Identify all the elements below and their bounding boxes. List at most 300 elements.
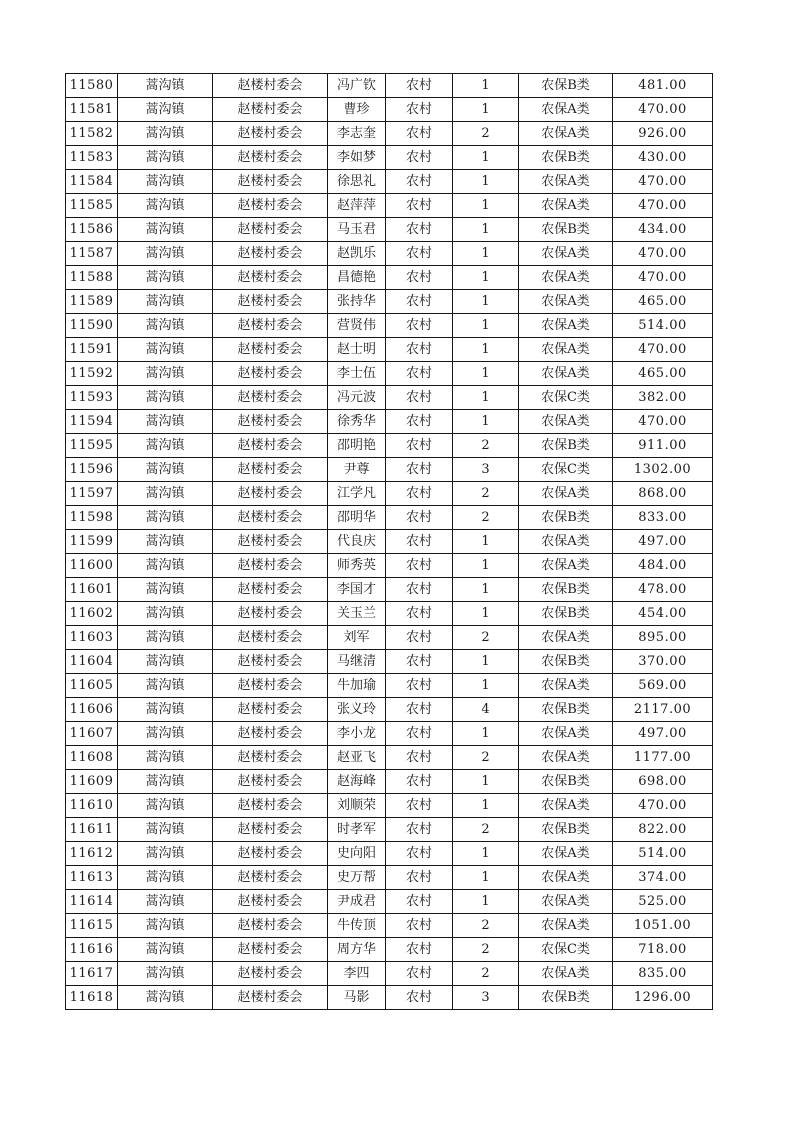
cell-amount: 1177.00 bbox=[613, 746, 713, 770]
cell-insurance-category: 农保A类 bbox=[519, 866, 613, 890]
cell-village-committee: 赵楼村委会 bbox=[213, 98, 328, 122]
cell-insurance-category: 农保A类 bbox=[519, 242, 613, 266]
cell-household-type: 农村 bbox=[386, 674, 453, 698]
cell-person-name: 牛加瑜 bbox=[328, 674, 386, 698]
cell-household-type: 农村 bbox=[386, 554, 453, 578]
cell-town: 蒿沟镇 bbox=[118, 626, 213, 650]
cell-household-type: 农村 bbox=[386, 386, 453, 410]
cell-village-committee: 赵楼村委会 bbox=[213, 602, 328, 626]
table-row bbox=[66, 98, 713, 122]
table-row bbox=[66, 290, 713, 314]
cell-amount: 382.00 bbox=[613, 386, 713, 410]
cell-household-type: 农村 bbox=[386, 818, 453, 842]
cell-insurance-category: 农保B类 bbox=[519, 818, 613, 842]
cell-serial-number: 11598 bbox=[66, 506, 118, 530]
cell-household-type: 农村 bbox=[386, 266, 453, 290]
cell-serial-number: 11617 bbox=[66, 962, 118, 986]
cell-insurance-category: 农保A类 bbox=[519, 962, 613, 986]
cell-town: 蒿沟镇 bbox=[118, 290, 213, 314]
cell-person-count: 2 bbox=[453, 506, 519, 530]
cell-amount: 470.00 bbox=[613, 242, 713, 266]
cell-person-count: 3 bbox=[453, 458, 519, 482]
cell-village-committee: 赵楼村委会 bbox=[213, 842, 328, 866]
cell-person-name: 师秀英 bbox=[328, 554, 386, 578]
table-row bbox=[66, 962, 713, 986]
cell-village-committee: 赵楼村委会 bbox=[213, 890, 328, 914]
cell-amount: 895.00 bbox=[613, 626, 713, 650]
cell-insurance-category: 农保A类 bbox=[519, 482, 613, 506]
cell-amount: 497.00 bbox=[613, 530, 713, 554]
cell-person-count: 1 bbox=[453, 290, 519, 314]
cell-insurance-category: 农保A类 bbox=[519, 362, 613, 386]
cell-household-type: 农村 bbox=[386, 290, 453, 314]
cell-serial-number: 11612 bbox=[66, 842, 118, 866]
cell-household-type: 农村 bbox=[386, 842, 453, 866]
table-row bbox=[66, 410, 713, 434]
payment-roster-table bbox=[65, 73, 713, 1010]
cell-amount: 514.00 bbox=[613, 842, 713, 866]
cell-serial-number: 11591 bbox=[66, 338, 118, 362]
cell-town: 蒿沟镇 bbox=[118, 170, 213, 194]
table-row bbox=[66, 122, 713, 146]
table-row bbox=[66, 362, 713, 386]
cell-insurance-category: 农保B类 bbox=[519, 434, 613, 458]
cell-person-count: 1 bbox=[453, 74, 519, 98]
cell-amount: 470.00 bbox=[613, 194, 713, 218]
cell-person-count: 1 bbox=[453, 554, 519, 578]
cell-insurance-category: 农保A类 bbox=[519, 314, 613, 338]
cell-household-type: 农村 bbox=[386, 434, 453, 458]
cell-insurance-category: 农保B类 bbox=[519, 650, 613, 674]
cell-village-committee: 赵楼村委会 bbox=[213, 674, 328, 698]
cell-person-name: 史向阳 bbox=[328, 842, 386, 866]
cell-town: 蒿沟镇 bbox=[118, 842, 213, 866]
table-row bbox=[66, 866, 713, 890]
cell-person-count: 1 bbox=[453, 722, 519, 746]
cell-insurance-category: 农保A类 bbox=[519, 914, 613, 938]
cell-serial-number: 11583 bbox=[66, 146, 118, 170]
cell-town: 蒿沟镇 bbox=[118, 410, 213, 434]
cell-person-name: 江学凡 bbox=[328, 482, 386, 506]
cell-household-type: 农村 bbox=[386, 170, 453, 194]
cell-amount: 698.00 bbox=[613, 770, 713, 794]
cell-amount: 481.00 bbox=[613, 74, 713, 98]
cell-insurance-category: 农保B类 bbox=[519, 770, 613, 794]
cell-village-committee: 赵楼村委会 bbox=[213, 554, 328, 578]
cell-town: 蒿沟镇 bbox=[118, 674, 213, 698]
cell-person-count: 2 bbox=[453, 122, 519, 146]
cell-serial-number: 11595 bbox=[66, 434, 118, 458]
cell-household-type: 农村 bbox=[386, 650, 453, 674]
cell-person-name: 冯广钦 bbox=[328, 74, 386, 98]
table-row bbox=[66, 890, 713, 914]
cell-household-type: 农村 bbox=[386, 602, 453, 626]
cell-village-committee: 赵楼村委会 bbox=[213, 794, 328, 818]
cell-household-type: 农村 bbox=[386, 242, 453, 266]
cell-person-count: 1 bbox=[453, 170, 519, 194]
cell-village-committee: 赵楼村委会 bbox=[213, 530, 328, 554]
cell-serial-number: 11597 bbox=[66, 482, 118, 506]
cell-amount: 1051.00 bbox=[613, 914, 713, 938]
cell-household-type: 农村 bbox=[386, 746, 453, 770]
table-row bbox=[66, 746, 713, 770]
cell-person-name: 刘军 bbox=[328, 626, 386, 650]
cell-serial-number: 11594 bbox=[66, 410, 118, 434]
cell-town: 蒿沟镇 bbox=[118, 818, 213, 842]
cell-household-type: 农村 bbox=[386, 626, 453, 650]
cell-person-name: 李如梦 bbox=[328, 146, 386, 170]
cell-serial-number: 11600 bbox=[66, 554, 118, 578]
cell-town: 蒿沟镇 bbox=[118, 962, 213, 986]
table-row bbox=[66, 266, 713, 290]
cell-person-count: 1 bbox=[453, 146, 519, 170]
cell-insurance-category: 农保C类 bbox=[519, 458, 613, 482]
table-row bbox=[66, 74, 713, 98]
cell-town: 蒿沟镇 bbox=[118, 242, 213, 266]
cell-insurance-category: 农保A类 bbox=[519, 98, 613, 122]
cell-serial-number: 11614 bbox=[66, 890, 118, 914]
table-row bbox=[66, 674, 713, 698]
table-row bbox=[66, 722, 713, 746]
table-row bbox=[66, 770, 713, 794]
cell-person-name: 刘顺荣 bbox=[328, 794, 386, 818]
cell-person-name: 关玉兰 bbox=[328, 602, 386, 626]
cell-village-committee: 赵楼村委会 bbox=[213, 866, 328, 890]
cell-person-name: 邵明艳 bbox=[328, 434, 386, 458]
cell-person-count: 1 bbox=[453, 650, 519, 674]
cell-town: 蒿沟镇 bbox=[118, 698, 213, 722]
cell-household-type: 农村 bbox=[386, 362, 453, 386]
cell-amount: 470.00 bbox=[613, 794, 713, 818]
cell-person-count: 2 bbox=[453, 962, 519, 986]
cell-person-count: 2 bbox=[453, 818, 519, 842]
cell-amount: 374.00 bbox=[613, 866, 713, 890]
cell-person-count: 2 bbox=[453, 938, 519, 962]
cell-town: 蒿沟镇 bbox=[118, 74, 213, 98]
cell-insurance-category: 农保A类 bbox=[519, 746, 613, 770]
table-row bbox=[66, 818, 713, 842]
cell-insurance-category: 农保B类 bbox=[519, 578, 613, 602]
cell-household-type: 农村 bbox=[386, 986, 453, 1010]
cell-person-count: 1 bbox=[453, 194, 519, 218]
cell-person-count: 2 bbox=[453, 914, 519, 938]
cell-insurance-category: 农保A类 bbox=[519, 122, 613, 146]
cell-village-committee: 赵楼村委会 bbox=[213, 338, 328, 362]
cell-serial-number: 11603 bbox=[66, 626, 118, 650]
cell-village-committee: 赵楼村委会 bbox=[213, 434, 328, 458]
cell-amount: 470.00 bbox=[613, 170, 713, 194]
cell-village-committee: 赵楼村委会 bbox=[213, 770, 328, 794]
cell-serial-number: 11596 bbox=[66, 458, 118, 482]
cell-amount: 484.00 bbox=[613, 554, 713, 578]
cell-person-name: 张义玲 bbox=[328, 698, 386, 722]
cell-village-committee: 赵楼村委会 bbox=[213, 170, 328, 194]
cell-serial-number: 11608 bbox=[66, 746, 118, 770]
cell-household-type: 农村 bbox=[386, 458, 453, 482]
cell-person-name: 马影 bbox=[328, 986, 386, 1010]
cell-town: 蒿沟镇 bbox=[118, 890, 213, 914]
cell-person-name: 马继清 bbox=[328, 650, 386, 674]
cell-person-name: 李国才 bbox=[328, 578, 386, 602]
cell-insurance-category: 农保A类 bbox=[519, 722, 613, 746]
cell-village-committee: 赵楼村委会 bbox=[213, 410, 328, 434]
cell-insurance-category: 农保B类 bbox=[519, 74, 613, 98]
cell-person-name: 李四 bbox=[328, 962, 386, 986]
cell-serial-number: 11586 bbox=[66, 218, 118, 242]
cell-person-name: 时孝军 bbox=[328, 818, 386, 842]
cell-village-committee: 赵楼村委会 bbox=[213, 74, 328, 98]
table-row bbox=[66, 698, 713, 722]
cell-person-count: 1 bbox=[453, 578, 519, 602]
cell-town: 蒿沟镇 bbox=[118, 986, 213, 1010]
cell-person-name: 曹珍 bbox=[328, 98, 386, 122]
cell-serial-number: 11581 bbox=[66, 98, 118, 122]
table-row bbox=[66, 482, 713, 506]
table-row bbox=[66, 146, 713, 170]
cell-town: 蒿沟镇 bbox=[118, 146, 213, 170]
cell-serial-number: 11582 bbox=[66, 122, 118, 146]
cell-insurance-category: 农保A类 bbox=[519, 530, 613, 554]
cell-person-name: 赵亚飞 bbox=[328, 746, 386, 770]
cell-serial-number: 11592 bbox=[66, 362, 118, 386]
cell-town: 蒿沟镇 bbox=[118, 458, 213, 482]
cell-insurance-category: 农保A类 bbox=[519, 338, 613, 362]
cell-amount: 1296.00 bbox=[613, 986, 713, 1010]
cell-household-type: 农村 bbox=[386, 698, 453, 722]
table-row bbox=[66, 458, 713, 482]
cell-household-type: 农村 bbox=[386, 938, 453, 962]
cell-town: 蒿沟镇 bbox=[118, 770, 213, 794]
cell-town: 蒿沟镇 bbox=[118, 746, 213, 770]
cell-person-count: 1 bbox=[453, 98, 519, 122]
cell-insurance-category: 农保B类 bbox=[519, 698, 613, 722]
cell-household-type: 农村 bbox=[386, 578, 453, 602]
cell-insurance-category: 农保A类 bbox=[519, 410, 613, 434]
table-row bbox=[66, 842, 713, 866]
cell-amount: 454.00 bbox=[613, 602, 713, 626]
cell-town: 蒿沟镇 bbox=[118, 722, 213, 746]
cell-serial-number: 11602 bbox=[66, 602, 118, 626]
cell-insurance-category: 农保C类 bbox=[519, 938, 613, 962]
table-row bbox=[66, 386, 713, 410]
cell-village-committee: 赵楼村委会 bbox=[213, 314, 328, 338]
cell-household-type: 农村 bbox=[386, 74, 453, 98]
cell-household-type: 农村 bbox=[386, 794, 453, 818]
cell-person-name: 徐思礼 bbox=[328, 170, 386, 194]
cell-town: 蒿沟镇 bbox=[118, 602, 213, 626]
cell-person-count: 1 bbox=[453, 530, 519, 554]
cell-town: 蒿沟镇 bbox=[118, 506, 213, 530]
cell-serial-number: 11604 bbox=[66, 650, 118, 674]
cell-person-name: 代良庆 bbox=[328, 530, 386, 554]
table-row bbox=[66, 506, 713, 530]
table-row bbox=[66, 434, 713, 458]
cell-insurance-category: 农保B类 bbox=[519, 602, 613, 626]
cell-household-type: 农村 bbox=[386, 530, 453, 554]
cell-household-type: 农村 bbox=[386, 962, 453, 986]
cell-household-type: 农村 bbox=[386, 218, 453, 242]
cell-serial-number: 11610 bbox=[66, 794, 118, 818]
cell-person-name: 昌德艳 bbox=[328, 266, 386, 290]
cell-town: 蒿沟镇 bbox=[118, 578, 213, 602]
cell-village-committee: 赵楼村委会 bbox=[213, 146, 328, 170]
cell-serial-number: 11593 bbox=[66, 386, 118, 410]
cell-village-committee: 赵楼村委会 bbox=[213, 386, 328, 410]
cell-town: 蒿沟镇 bbox=[118, 98, 213, 122]
cell-person-name: 营贤伟 bbox=[328, 314, 386, 338]
cell-town: 蒿沟镇 bbox=[118, 914, 213, 938]
cell-amount: 470.00 bbox=[613, 266, 713, 290]
cell-town: 蒿沟镇 bbox=[118, 482, 213, 506]
cell-amount: 470.00 bbox=[613, 410, 713, 434]
cell-person-name: 马玉君 bbox=[328, 218, 386, 242]
cell-insurance-category: 农保A类 bbox=[519, 626, 613, 650]
cell-serial-number: 11601 bbox=[66, 578, 118, 602]
cell-amount: 569.00 bbox=[613, 674, 713, 698]
cell-amount: 470.00 bbox=[613, 98, 713, 122]
cell-town: 蒿沟镇 bbox=[118, 530, 213, 554]
cell-person-count: 1 bbox=[453, 362, 519, 386]
cell-person-count: 1 bbox=[453, 770, 519, 794]
cell-village-committee: 赵楼村委会 bbox=[213, 482, 328, 506]
cell-person-name: 张持华 bbox=[328, 290, 386, 314]
table-row bbox=[66, 650, 713, 674]
table-row bbox=[66, 554, 713, 578]
cell-amount: 434.00 bbox=[613, 218, 713, 242]
cell-serial-number: 11606 bbox=[66, 698, 118, 722]
table-row bbox=[66, 242, 713, 266]
cell-village-committee: 赵楼村委会 bbox=[213, 242, 328, 266]
cell-person-count: 1 bbox=[453, 674, 519, 698]
table-row bbox=[66, 794, 713, 818]
cell-person-name: 赵士明 bbox=[328, 338, 386, 362]
table-body bbox=[66, 74, 713, 1010]
table-row bbox=[66, 314, 713, 338]
cell-village-committee: 赵楼村委会 bbox=[213, 194, 328, 218]
cell-person-name: 史万帮 bbox=[328, 866, 386, 890]
cell-insurance-category: 农保A类 bbox=[519, 170, 613, 194]
cell-serial-number: 11588 bbox=[66, 266, 118, 290]
cell-village-committee: 赵楼村委会 bbox=[213, 362, 328, 386]
cell-person-name: 李士伍 bbox=[328, 362, 386, 386]
cell-person-name: 李小龙 bbox=[328, 722, 386, 746]
cell-household-type: 农村 bbox=[386, 722, 453, 746]
cell-person-name: 徐秀华 bbox=[328, 410, 386, 434]
cell-insurance-category: 农保A类 bbox=[519, 266, 613, 290]
cell-town: 蒿沟镇 bbox=[118, 794, 213, 818]
cell-person-name: 尹成君 bbox=[328, 890, 386, 914]
cell-village-committee: 赵楼村委会 bbox=[213, 962, 328, 986]
cell-town: 蒿沟镇 bbox=[118, 266, 213, 290]
cell-serial-number: 11587 bbox=[66, 242, 118, 266]
cell-person-count: 1 bbox=[453, 218, 519, 242]
cell-amount: 525.00 bbox=[613, 890, 713, 914]
cell-amount: 514.00 bbox=[613, 314, 713, 338]
cell-town: 蒿沟镇 bbox=[118, 938, 213, 962]
cell-person-count: 1 bbox=[453, 266, 519, 290]
cell-person-count: 2 bbox=[453, 746, 519, 770]
cell-town: 蒿沟镇 bbox=[118, 650, 213, 674]
cell-village-committee: 赵楼村委会 bbox=[213, 818, 328, 842]
cell-person-name: 周方华 bbox=[328, 938, 386, 962]
cell-town: 蒿沟镇 bbox=[118, 218, 213, 242]
cell-village-committee: 赵楼村委会 bbox=[213, 650, 328, 674]
cell-village-committee: 赵楼村委会 bbox=[213, 122, 328, 146]
table-row bbox=[66, 602, 713, 626]
cell-village-committee: 赵楼村委会 bbox=[213, 698, 328, 722]
cell-household-type: 农村 bbox=[386, 866, 453, 890]
cell-household-type: 农村 bbox=[386, 410, 453, 434]
cell-household-type: 农村 bbox=[386, 314, 453, 338]
cell-household-type: 农村 bbox=[386, 482, 453, 506]
cell-insurance-category: 农保A类 bbox=[519, 794, 613, 818]
cell-insurance-category: 农保C类 bbox=[519, 386, 613, 410]
cell-person-name: 赵海峰 bbox=[328, 770, 386, 794]
cell-village-committee: 赵楼村委会 bbox=[213, 578, 328, 602]
cell-town: 蒿沟镇 bbox=[118, 554, 213, 578]
cell-person-name: 冯元波 bbox=[328, 386, 386, 410]
cell-insurance-category: 农保A类 bbox=[519, 290, 613, 314]
table-row bbox=[66, 626, 713, 650]
cell-serial-number: 11605 bbox=[66, 674, 118, 698]
cell-insurance-category: 农保A类 bbox=[519, 890, 613, 914]
cell-person-count: 1 bbox=[453, 842, 519, 866]
cell-person-count: 1 bbox=[453, 242, 519, 266]
cell-person-count: 1 bbox=[453, 602, 519, 626]
cell-serial-number: 11615 bbox=[66, 914, 118, 938]
cell-amount: 470.00 bbox=[613, 338, 713, 362]
cell-person-name: 牛传顶 bbox=[328, 914, 386, 938]
cell-person-name: 赵萍萍 bbox=[328, 194, 386, 218]
table-row bbox=[66, 986, 713, 1010]
cell-serial-number: 11584 bbox=[66, 170, 118, 194]
cell-insurance-category: 农保A类 bbox=[519, 554, 613, 578]
cell-household-type: 农村 bbox=[386, 194, 453, 218]
cell-person-name: 李志奎 bbox=[328, 122, 386, 146]
table-row bbox=[66, 218, 713, 242]
cell-town: 蒿沟镇 bbox=[118, 194, 213, 218]
cell-amount: 1302.00 bbox=[613, 458, 713, 482]
cell-insurance-category: 农保B类 bbox=[519, 218, 613, 242]
cell-insurance-category: 农保B类 bbox=[519, 506, 613, 530]
cell-village-committee: 赵楼村委会 bbox=[213, 266, 328, 290]
cell-town: 蒿沟镇 bbox=[118, 122, 213, 146]
cell-person-count: 2 bbox=[453, 482, 519, 506]
cell-town: 蒿沟镇 bbox=[118, 386, 213, 410]
cell-serial-number: 11616 bbox=[66, 938, 118, 962]
cell-person-count: 1 bbox=[453, 794, 519, 818]
cell-town: 蒿沟镇 bbox=[118, 434, 213, 458]
cell-village-committee: 赵楼村委会 bbox=[213, 626, 328, 650]
cell-person-count: 3 bbox=[453, 986, 519, 1010]
cell-village-committee: 赵楼村委会 bbox=[213, 458, 328, 482]
table-row bbox=[66, 914, 713, 938]
cell-amount: 465.00 bbox=[613, 362, 713, 386]
cell-person-count: 2 bbox=[453, 434, 519, 458]
cell-serial-number: 11618 bbox=[66, 986, 118, 1010]
cell-town: 蒿沟镇 bbox=[118, 338, 213, 362]
cell-household-type: 农村 bbox=[386, 914, 453, 938]
cell-serial-number: 11585 bbox=[66, 194, 118, 218]
cell-person-count: 1 bbox=[453, 890, 519, 914]
cell-amount: 835.00 bbox=[613, 962, 713, 986]
cell-person-count: 1 bbox=[453, 386, 519, 410]
table-row bbox=[66, 578, 713, 602]
cell-village-committee: 赵楼村委会 bbox=[213, 290, 328, 314]
cell-amount: 718.00 bbox=[613, 938, 713, 962]
cell-amount: 911.00 bbox=[613, 434, 713, 458]
cell-town: 蒿沟镇 bbox=[118, 314, 213, 338]
